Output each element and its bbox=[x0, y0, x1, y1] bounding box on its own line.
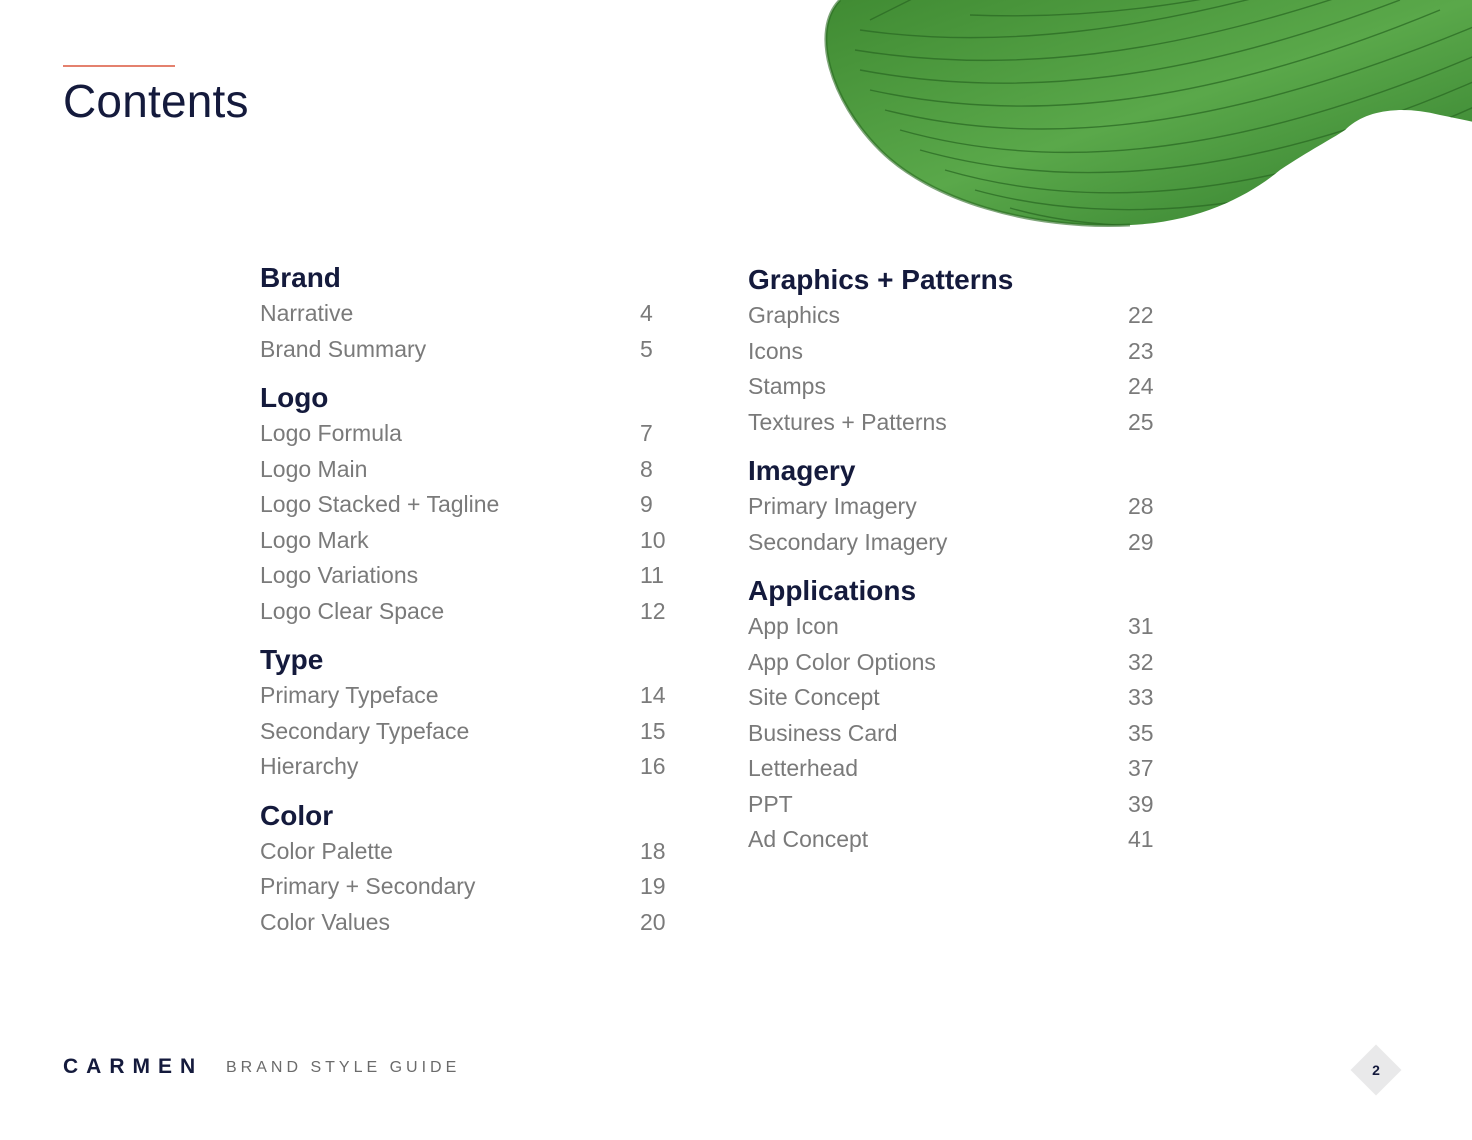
toc-section-graphics-patterns bbox=[748, 262, 1168, 440]
toc-entry-page: 14 bbox=[640, 682, 666, 708]
toc-entry-label: Logo Formula bbox=[260, 420, 402, 446]
footer-brand-logo: CARMEN bbox=[63, 1055, 204, 1078]
toc-entry-label: Hierarchy bbox=[260, 753, 359, 779]
toc-entry-label: Primary + Secondary bbox=[260, 873, 476, 899]
toc-entry[interactable] bbox=[260, 452, 680, 488]
toc-entry[interactable] bbox=[260, 416, 680, 452]
toc-entry-page: 35 bbox=[1128, 719, 1154, 746]
toc-entry[interactable] bbox=[260, 678, 680, 714]
section-heading: Color bbox=[260, 799, 334, 831]
leaf-image bbox=[800, 0, 1472, 240]
toc-entry-page: 28 bbox=[1128, 493, 1154, 519]
toc-entry-page: 15 bbox=[640, 717, 666, 744]
toc-entry-page: 22 bbox=[1128, 302, 1154, 328]
toc-entry-label: App Icon bbox=[748, 613, 839, 639]
section-heading: Logo bbox=[260, 382, 329, 413]
toc-entry[interactable] bbox=[748, 405, 1168, 441]
section-heading: Graphics + Patterns bbox=[748, 264, 1014, 295]
toc-entry-page: 12 bbox=[640, 597, 666, 624]
toc-entry-label: Logo Variations bbox=[260, 562, 419, 588]
toc-entry-label: Stamps bbox=[748, 373, 826, 399]
page-title: Contents bbox=[63, 75, 249, 127]
toc-entry-label: Color Values bbox=[260, 908, 390, 935]
toc-entry-page: 10 bbox=[640, 526, 666, 553]
toc-entry-page: 5 bbox=[640, 335, 653, 362]
toc-entry-label: Narrative bbox=[260, 300, 354, 326]
toc-entry[interactable] bbox=[748, 645, 1168, 681]
toc-section-imagery bbox=[748, 453, 1168, 560]
toc-section-logo bbox=[260, 380, 680, 629]
toc-entry-label: Secondary Typeface bbox=[260, 717, 470, 744]
toc-entry[interactable] bbox=[748, 609, 1168, 645]
toc-entry-label: Ad Concept bbox=[748, 826, 869, 852]
toc-entry[interactable] bbox=[748, 298, 1168, 334]
title-accent-rule bbox=[63, 65, 175, 67]
toc-entry-label: App Color Options bbox=[748, 648, 936, 675]
toc-entry-page: 33 bbox=[1128, 684, 1154, 710]
footer-subtitle: BRAND STYLE GUIDE bbox=[226, 1059, 461, 1076]
toc-entry[interactable] bbox=[260, 523, 680, 559]
toc-entry-page: 23 bbox=[1128, 337, 1154, 364]
toc-entry-page: 29 bbox=[1128, 528, 1154, 555]
toc-entry-label: Logo Mark bbox=[260, 526, 369, 553]
toc-entry-label: Graphics bbox=[748, 302, 841, 328]
toc-entry[interactable] bbox=[260, 869, 680, 905]
toc-entry-page: 8 bbox=[640, 455, 653, 482]
toc-entry[interactable] bbox=[260, 714, 680, 750]
toc-entry-label: Brand Summary bbox=[260, 335, 427, 362]
toc-section-brand bbox=[260, 260, 680, 367]
section-heading: Imagery bbox=[748, 455, 856, 486]
toc-entry-label: Primary Typeface bbox=[260, 682, 439, 708]
toc-entry[interactable] bbox=[260, 487, 680, 523]
toc-entry[interactable] bbox=[260, 296, 680, 332]
toc-entry-page: 32 bbox=[1128, 648, 1154, 675]
toc-section-type bbox=[260, 642, 680, 785]
toc-entry-label: Color Palette bbox=[260, 837, 393, 864]
toc-entry-label: Logo Clear Space bbox=[260, 597, 445, 624]
toc-entry[interactable] bbox=[748, 716, 1168, 752]
toc-entry-page: 20 bbox=[640, 908, 666, 935]
toc-entry-page: 4 bbox=[640, 300, 653, 326]
toc-entry[interactable] bbox=[748, 751, 1168, 787]
toc-entry[interactable] bbox=[748, 334, 1168, 370]
toc-entry-page: 16 bbox=[640, 753, 666, 779]
toc-section-applications bbox=[748, 573, 1168, 858]
toc-entry-page: 19 bbox=[640, 873, 666, 899]
toc-entry-label: Primary Imagery bbox=[748, 493, 917, 519]
toc-entry-label: PPT bbox=[748, 790, 793, 817]
toc-entry-page: 41 bbox=[1128, 826, 1154, 852]
toc-entry-page: 39 bbox=[1128, 790, 1154, 817]
toc-entry-page: 31 bbox=[1128, 613, 1154, 639]
toc-entry-page: 37 bbox=[1128, 755, 1154, 781]
section-heading: Type bbox=[260, 644, 324, 675]
toc-entry[interactable] bbox=[260, 749, 680, 785]
toc-entry[interactable] bbox=[748, 787, 1168, 823]
toc-entry[interactable] bbox=[748, 369, 1168, 405]
toc-entry-label: Site Concept bbox=[748, 684, 880, 710]
toc-entry-page: 24 bbox=[1128, 373, 1154, 399]
section-heading: Brand bbox=[260, 262, 341, 293]
toc-entry-label: Letterhead bbox=[748, 755, 858, 781]
toc-entry[interactable] bbox=[748, 489, 1168, 525]
toc-entry-page: 9 bbox=[640, 491, 653, 517]
toc-entry[interactable] bbox=[260, 905, 680, 941]
section-heading: Applications bbox=[748, 575, 917, 606]
toc-entry[interactable] bbox=[260, 594, 680, 630]
toc-entry[interactable] bbox=[260, 834, 680, 870]
toc-entry[interactable] bbox=[260, 332, 680, 368]
toc-column-left bbox=[260, 260, 680, 940]
toc-entry-page: 7 bbox=[640, 420, 653, 446]
toc-entry[interactable] bbox=[748, 822, 1168, 858]
toc-entry-label: Business Card bbox=[748, 719, 898, 746]
toc-column-right bbox=[748, 260, 1168, 858]
toc-entry-label: Logo Stacked + Tagline bbox=[260, 491, 500, 517]
toc-entry-label: Secondary Imagery bbox=[748, 528, 948, 555]
toc-entry[interactable] bbox=[748, 525, 1168, 561]
page-number: 2 bbox=[1372, 1062, 1380, 1078]
toc-section-color bbox=[260, 798, 680, 941]
toc-entry-label: Logo Main bbox=[260, 455, 368, 482]
toc-entry[interactable] bbox=[748, 680, 1168, 716]
toc-entry-page: 25 bbox=[1128, 408, 1154, 435]
toc-entry-label: Icons bbox=[748, 337, 803, 364]
toc-entry[interactable] bbox=[260, 558, 680, 594]
toc-entry-page: 18 bbox=[640, 837, 666, 864]
toc-entry-label: Textures + Patterns bbox=[748, 408, 947, 435]
toc-entry-page: 11 bbox=[640, 562, 664, 588]
